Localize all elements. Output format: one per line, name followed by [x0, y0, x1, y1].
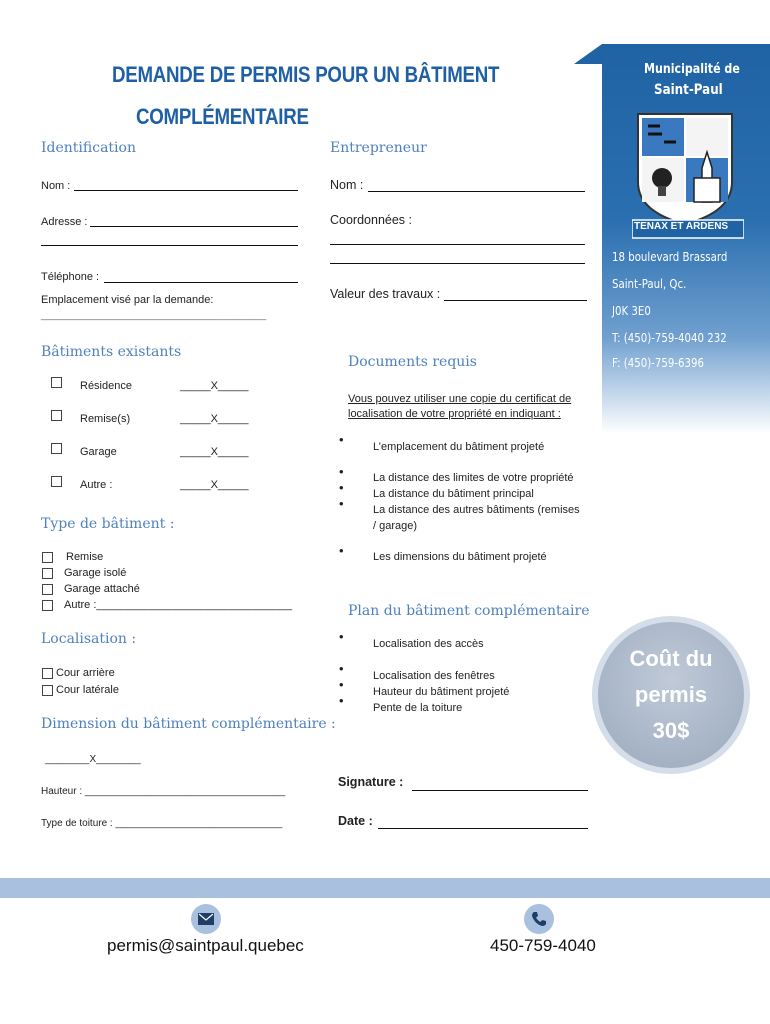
entrepreneur-valeur-field[interactable] — [444, 300, 587, 301]
identification-adresse-field[interactable] — [90, 226, 298, 227]
bullet: • — [339, 543, 344, 558]
identification-emplacement-field[interactable]: _____________________________________________ — [41, 310, 267, 320]
checkbox-remise[interactable] — [51, 410, 62, 421]
sidebar-tab — [574, 44, 602, 64]
page-title-line1: DEMANDE DE PERMIS POUR UN BÂTIMENT — [112, 62, 500, 87]
dimension-hauteur-field[interactable]: Hauteur : ____________________________________ — [41, 786, 286, 797]
dimension-toiture-field[interactable]: Type de toiture : ______________________________ — [41, 818, 283, 829]
phone-icon — [524, 904, 554, 934]
identification-adresse-label: Adresse : — [41, 216, 88, 228]
checkbox-type-remise[interactable] — [42, 552, 53, 563]
municipality-name-line1: Municipalité de — [644, 62, 740, 77]
bullet: • — [339, 432, 344, 447]
identification-telephone-field[interactable] — [104, 282, 298, 283]
batiment-remise-dims[interactable]: _____X_____ — [180, 413, 249, 425]
batiments-existants-heading: Bâtiments existants — [41, 344, 182, 360]
identification-adresse-field-2[interactable] — [41, 245, 298, 246]
identification-telephone-label: Téléphone : — [41, 271, 100, 283]
batiment-autre-dims[interactable]: _____X_____ — [180, 479, 249, 491]
checkbox-cour-arriere[interactable] — [42, 668, 53, 679]
identification-nom-field[interactable] — [74, 190, 298, 191]
entrepreneur-coordonnees-field-2[interactable] — [330, 263, 585, 264]
municipality-name-line2: Saint-Paul — [654, 82, 723, 98]
entrepreneur-coordonnees-field-1[interactable] — [330, 244, 585, 245]
page-title-line2: COMPLÉMENTAIRE — [136, 104, 309, 129]
municipality-address-line1: 18 boulevard Brassard — [612, 250, 728, 264]
document-item-emplacement: L’emplacement du bâtiment projeté — [373, 441, 545, 453]
documents-intro-line1: Vous pouvez utiliser une copie du certificat de — [348, 393, 572, 405]
checkbox-cour-laterale[interactable] — [42, 685, 53, 696]
municipality-fax: F: (450)-759-6396 — [612, 356, 704, 370]
identification-heading: Identification — [41, 140, 136, 156]
dimension-heading: Dimension du bâtiment complémentaire : — [41, 716, 336, 732]
batiment-residence-dims[interactable]: _____X_____ — [180, 380, 249, 392]
checkbox-garage[interactable] — [51, 443, 62, 454]
signature-label: Signature : — [338, 775, 404, 789]
identification-emplacement-label: Emplacement visé par la demande: — [41, 294, 214, 306]
entrepreneur-valeur-label: Valeur des travaux : — [330, 287, 441, 301]
entrepreneur-coordonnees-label: Coordonnées : — [330, 213, 413, 227]
bullet: • — [339, 496, 344, 511]
date-label: Date : — [338, 814, 373, 828]
localisation-heading: Localisation : — [41, 631, 137, 647]
bullet: • — [339, 464, 344, 479]
checkbox-type-autre[interactable] — [42, 600, 53, 611]
bullet: • — [339, 693, 344, 708]
batiment-residence-label: Résidence — [80, 380, 132, 392]
entrepreneur-nom-label: Nom : — [330, 178, 364, 192]
document-item-autres-cont: / garage) — [373, 520, 418, 532]
batiment-garage-label: Garage — [80, 446, 117, 458]
signature-field[interactable] — [412, 790, 588, 791]
cost-badge-outer — [592, 616, 750, 774]
type-batiment-heading: Type de bâtiment : — [41, 516, 175, 532]
document-item-limites: La distance des limites de votre propriété — [373, 472, 574, 484]
type-remise-label: Remise — [66, 551, 104, 563]
checkbox-residence[interactable] — [51, 377, 62, 388]
entrepreneur-heading: Entrepreneur — [330, 140, 427, 156]
footer-phone[interactable]: 450-759-4040 — [490, 936, 596, 955]
bullet: • — [339, 480, 344, 495]
document-item-dimensions: Les dimensions du bâtiment projeté — [373, 551, 547, 563]
bullet: • — [339, 677, 344, 692]
footer-bar — [0, 878, 770, 898]
checkbox-type-garage-attache[interactable] — [42, 584, 53, 595]
document-item-principal: La distance du bâtiment principal — [373, 488, 534, 500]
type-autre-label[interactable]: Autre :________________________________ — [64, 599, 293, 611]
municipality-postal-code: J0K 3E0 — [612, 304, 651, 318]
plan-heading: Plan du bâtiment complémentaire — [348, 603, 590, 619]
type-garage-isole-label: Garage isolé — [64, 567, 127, 579]
documents-intro-line2: localisation de votre propriété en indiquant : — [348, 408, 561, 420]
bullet: • — [339, 661, 344, 676]
plan-item-pente: Pente de la toiture — [373, 702, 463, 714]
cost-line3: 30$ — [652, 718, 690, 743]
entrepreneur-nom-field[interactable] — [368, 191, 585, 192]
municipality-address-line2: Saint-Paul, Qc. — [612, 277, 687, 291]
cost-line2: permis — [634, 682, 708, 707]
localisation-cour-laterale-label: Cour latérale — [56, 684, 119, 696]
envelope-icon — [191, 904, 221, 934]
municipality-phone: T: (450)-759-4040 232 — [612, 331, 727, 345]
document-item-autres: La distance des autres bâtiments (remises — [373, 504, 580, 516]
date-field[interactable] — [378, 828, 588, 829]
identification-nom-label: Nom : — [41, 180, 71, 192]
plan-item-fenetres: Localisation des fenêtres — [373, 670, 495, 682]
documents-heading: Documents requis — [348, 354, 477, 370]
type-garage-attache-label: Garage attaché — [64, 583, 140, 595]
batiment-remise-label: Remise(s) — [80, 413, 131, 425]
plan-item-acces: Localisation des accès — [373, 638, 484, 650]
dimension-dims-field[interactable]: ________X________ — [45, 754, 141, 765]
municipality-motto: TENAX ET ARDENS — [634, 221, 729, 232]
cost-line1: Coût du — [629, 646, 713, 671]
bullet: • — [339, 629, 344, 644]
footer-email[interactable]: permis@saintpaul.quebec — [107, 936, 304, 955]
checkbox-type-garage-isole[interactable] — [42, 568, 53, 579]
cost-badge — [598, 622, 744, 768]
batiment-autre-label: Autre : — [80, 479, 113, 491]
localisation-cour-arriere-label: Cour arrière — [56, 667, 115, 679]
checkbox-autre[interactable] — [51, 476, 62, 487]
batiment-garage-dims[interactable]: _____X_____ — [180, 446, 249, 458]
plan-item-hauteur: Hauteur du bâtiment projeté — [373, 686, 510, 698]
